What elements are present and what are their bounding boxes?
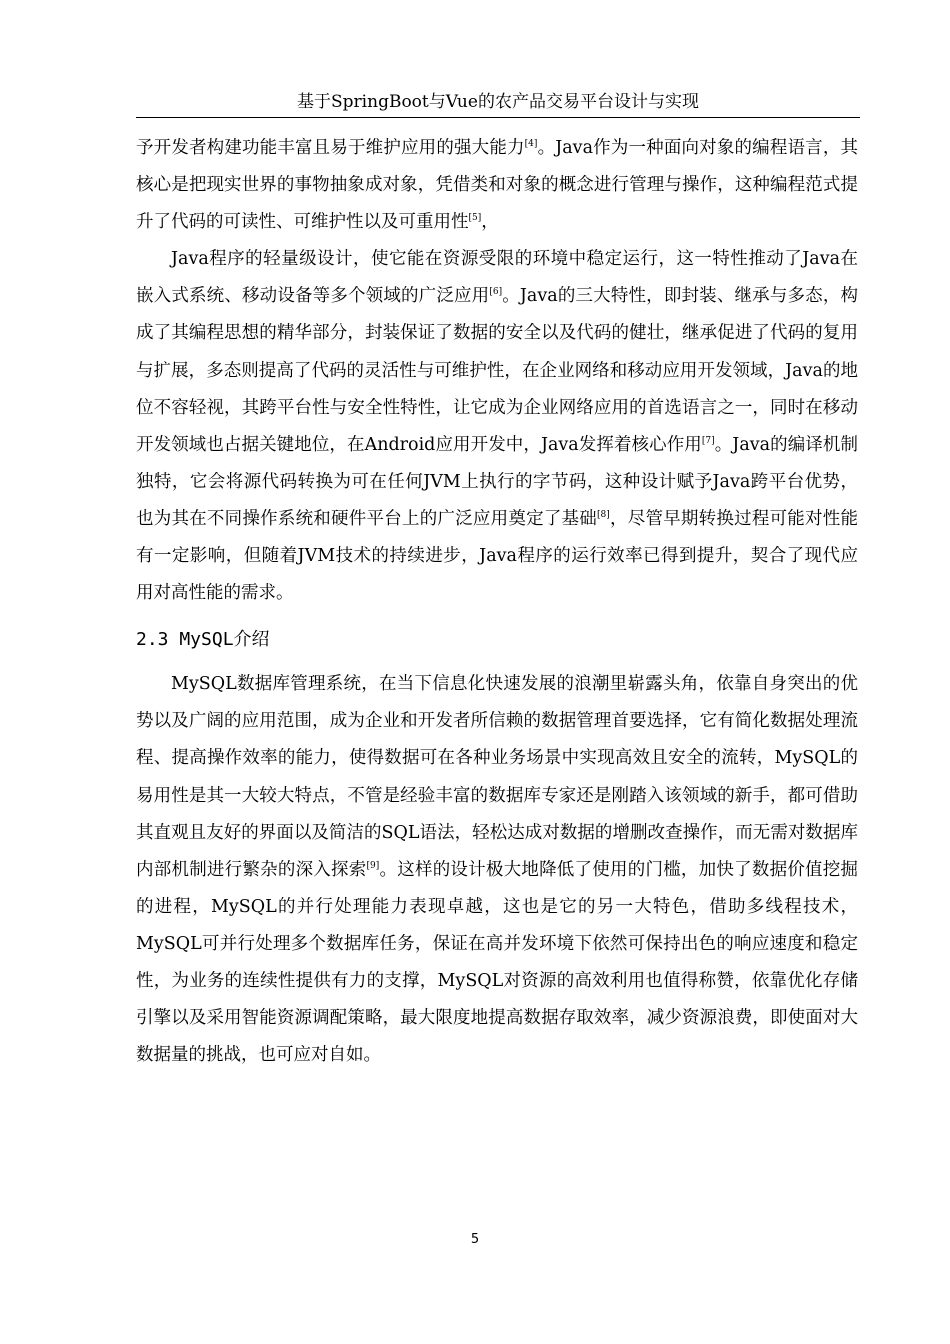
paragraph-1-text-a: 予开发者构建功能丰富且易于维护应用的强大能力 (136, 138, 525, 158)
section-heading: 2.3 MySQL介绍 (136, 629, 270, 651)
paragraph-3-text-a: MySQL数据库管理系统，在当下信息化快速发展的浪潮里崭露头角，依靠自身突出的优势以及广阔的应用范围，成为企业和开发者所信赖的数据管理首要选择，它有简化数据处理流程、提高操作效率的能力，使得数据可在各种业务场景中实现高效且安全的流转，MySQL的易用性是其一大较大特点，不管是经验丰富的数据库专家还是刚踏入该领域的新手，都可借助其直观且友好的界面以及简洁的SQL语法，轻松达成对数据的增删改查操作，而无需对数据库内部机制进行繁杂的深入探索 (136, 674, 858, 880)
paragraph-3 (136, 666, 858, 1074)
page-number: 5 (470, 1232, 480, 1247)
citation-9[interactable]: [9] (366, 860, 380, 871)
citation-5[interactable]: [5] (468, 213, 482, 224)
paragraph-2-text-a: Java程序的轻量级设计，使它能在资源受限的环境中稳定运行，这一特性推动了Java在嵌入式系统、移动设备等多个领域的广泛应用 (136, 249, 858, 307)
paragraph-1 (136, 130, 858, 241)
paragraph-2-text-b: 。Java的三大特性，即封装、继承与多态，构成了其编程思想的精华部分，封装保证了数据的安全以及代码的健壮，继承促进了代码的复用与扩展，多态则提高了代码的灵活性与可维护性，在企业网络和移动应用开发领域，Java的地位不容轻视，其跨平台性与安全性特性，让它成为企业网络应用的首选语言之一，同时在移动开发领域也占据关键地位，在Android应用开发中，Java发挥着核心作用 (136, 286, 858, 455)
body-text (136, 130, 858, 1074)
running-header: 基于SpringBoot与Vue的农产品交易平台设计与实现 (297, 92, 699, 112)
paragraph-2-text-d: ，尽管早期转换过程可能对性能有一定影响，但随着JVM技术的持续进步，Java程序的运行效率已得到提升，契合了现代应用对高性能的需求。 (136, 508, 859, 604)
paragraph-1-text-b: 。Java作为一种面向对象的编程语言，其核心是把现实世界的事物抽象成对象，凭借类和对象的概念进行管理与操作，这种编程范式提升了代码的可读性、可维护性以及可重用性 (136, 138, 858, 233)
header-divider (136, 117, 860, 118)
paragraph-2 (136, 241, 858, 612)
citation-8[interactable]: [8] (597, 510, 610, 521)
citation-6[interactable]: [6] (489, 287, 503, 298)
paragraph-1-text-c: ， (481, 212, 499, 233)
citation-4[interactable]: [4] (524, 139, 538, 150)
citation-7[interactable]: [7] (701, 435, 715, 446)
paragraph-2-text-c: 。Java的编译机制独特，它会将源代码转换为可在任何JVM上执行的字节码，这种设计赋予Java跨平台优势，也为其在不同操作系统和硬件平台上的广泛应用奠定了基础 (136, 434, 858, 529)
paragraph-3-text-b: 。这样的设计极大地降低了使用的门槛，加快了数据价值挖掘的进程，MySQL的并行处理能力表现卓越，这也是它的另一大特色，借助多线程技术，MySQL可并行处理多个数据库任务，保证在高并发环境下依然可保持出色的响应速度和稳定性，为业务的连续性提供有力的支撑，MySQL对资源的高效利用也值得称赞，依靠优化存储引擎以及采用智能资源调配策略，最大限度地提高数据存取效率，减少资源浪费，即使面对大数据量的挑战，也可应对自如。 (136, 859, 859, 1066)
